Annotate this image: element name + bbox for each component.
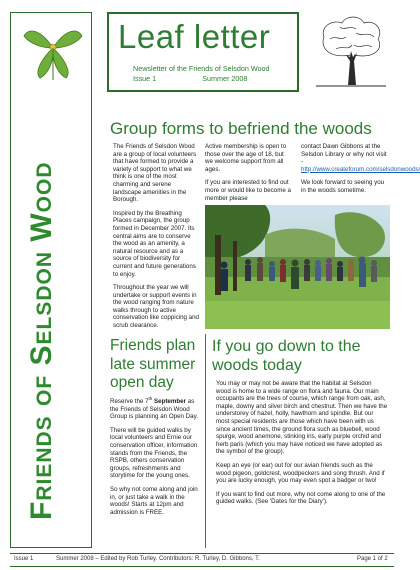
paragraph: as the Friends of Selsdon Wood Group is planning an Open Day.	[110, 398, 198, 421]
issue-date: Summer 2008	[202, 74, 248, 83]
paragraph: Throughout the year we will undertake or support events in the wood ranging from nature walks through to active conservation like coppicing and scrub clearance.	[113, 284, 199, 330]
paragraph: Reserve the 7	[110, 398, 149, 406]
paragraph: If you want to find out more, why not come along to one of the guided walks. (See 'Dates for the Diary').	[216, 490, 386, 506]
article3-body	[216, 380, 388, 512]
column-divider	[205, 334, 206, 548]
paragraph: So why not come along and join in, or just take a walk in the woods! Starts at 12pm and admission is FREE.	[110, 486, 198, 516]
group-walk-photo	[205, 205, 390, 329]
masthead-title: Leaf letter	[118, 18, 271, 55]
masthead-subtitle: Newsletter of the Friends of Selsdon Wood	[133, 64, 270, 73]
paragraph: You may or may not be aware that the habitat at Selsdon wood is home to a wide range on flora and fauna. Our main occupants are the trees of course, which range from oak, ash, maple, downy and silver birch and chestnut. Then we have the understorey of hazel, holly, hawthorn and spindle. But our most special residents are those which have been with us since ancient times, the ground flora such as bluebell, wood spurge, wood anemone, stinking iris, early purple orchid and herb paris (which you may have noticed we have adopted as the symbol of the group).	[216, 380, 388, 456]
footer-page-number: Page 1 of 2	[357, 556, 388, 562]
issue-label: Issue 1	[133, 74, 157, 83]
paragraph: Active membership is open to those over the age of 18, but we welcome support from all ages.	[205, 143, 287, 173]
footer-credits: Summer 2008 – Edited by Rob Turley. Contributors: R. Turley, D. Gibbons, T.	[56, 556, 260, 562]
article1-column1	[113, 143, 199, 336]
date-emphasis: September	[152, 398, 186, 406]
paragraph: contact Dawn Gibbons at the Selsdon Library or why not visit -	[301, 143, 387, 166]
headline: Group forms to befriend the woods	[110, 119, 372, 138]
vertical-title: Friends of Selsdon Wood	[25, 161, 58, 520]
forum-link[interactable]: http://www.createforum.com/selsdonwoods/	[301, 165, 420, 173]
article2-body	[110, 395, 200, 522]
paragraph: We look forward to seeing you in the woods sometime.	[301, 179, 385, 194]
tree-icon	[316, 15, 386, 87]
herb-paris-leaf-icon	[20, 18, 86, 80]
article1-column3	[301, 143, 420, 201]
article2-title: Friends plan late summer open day	[110, 337, 196, 391]
paragraph: If you are interested to find out more or would like to become a member please	[205, 179, 291, 202]
masthead-issue-line	[133, 74, 283, 83]
paragraph: Inspired by the Breathing Places campaign, the group formed in December 2007. Its central aims are to conserve the wood as an amenity, a natural resource and as a source of biodiversity for current and future generations to enjoy.	[113, 209, 196, 278]
paragraph: The Friends of Selsdon Wood are a group of local volunteers that have formed to provide a variety of support to what we think is one of the most charming and serene landscape amenities in the Borough.	[113, 143, 197, 204]
article3-title: If you go down to the woods today	[212, 338, 361, 374]
paragraph: Keep an eye (or ear) out for our avian friends such as the wood pigeon, goldcrest, woodpeckers and song thrush. And if you are lucky enough, you may even spot a badger or two!	[216, 461, 385, 485]
paragraph: There will be guided walks by local volunteers and Ernie our conservation officer, information stands from the Friends, the RSPB, others conservation groups, refreshments and storytime for the young ones.	[110, 426, 198, 480]
ordinal-suffix: th	[148, 396, 153, 401]
footer-issue: Issue 1	[14, 556, 34, 562]
article1-column2	[205, 143, 293, 208]
